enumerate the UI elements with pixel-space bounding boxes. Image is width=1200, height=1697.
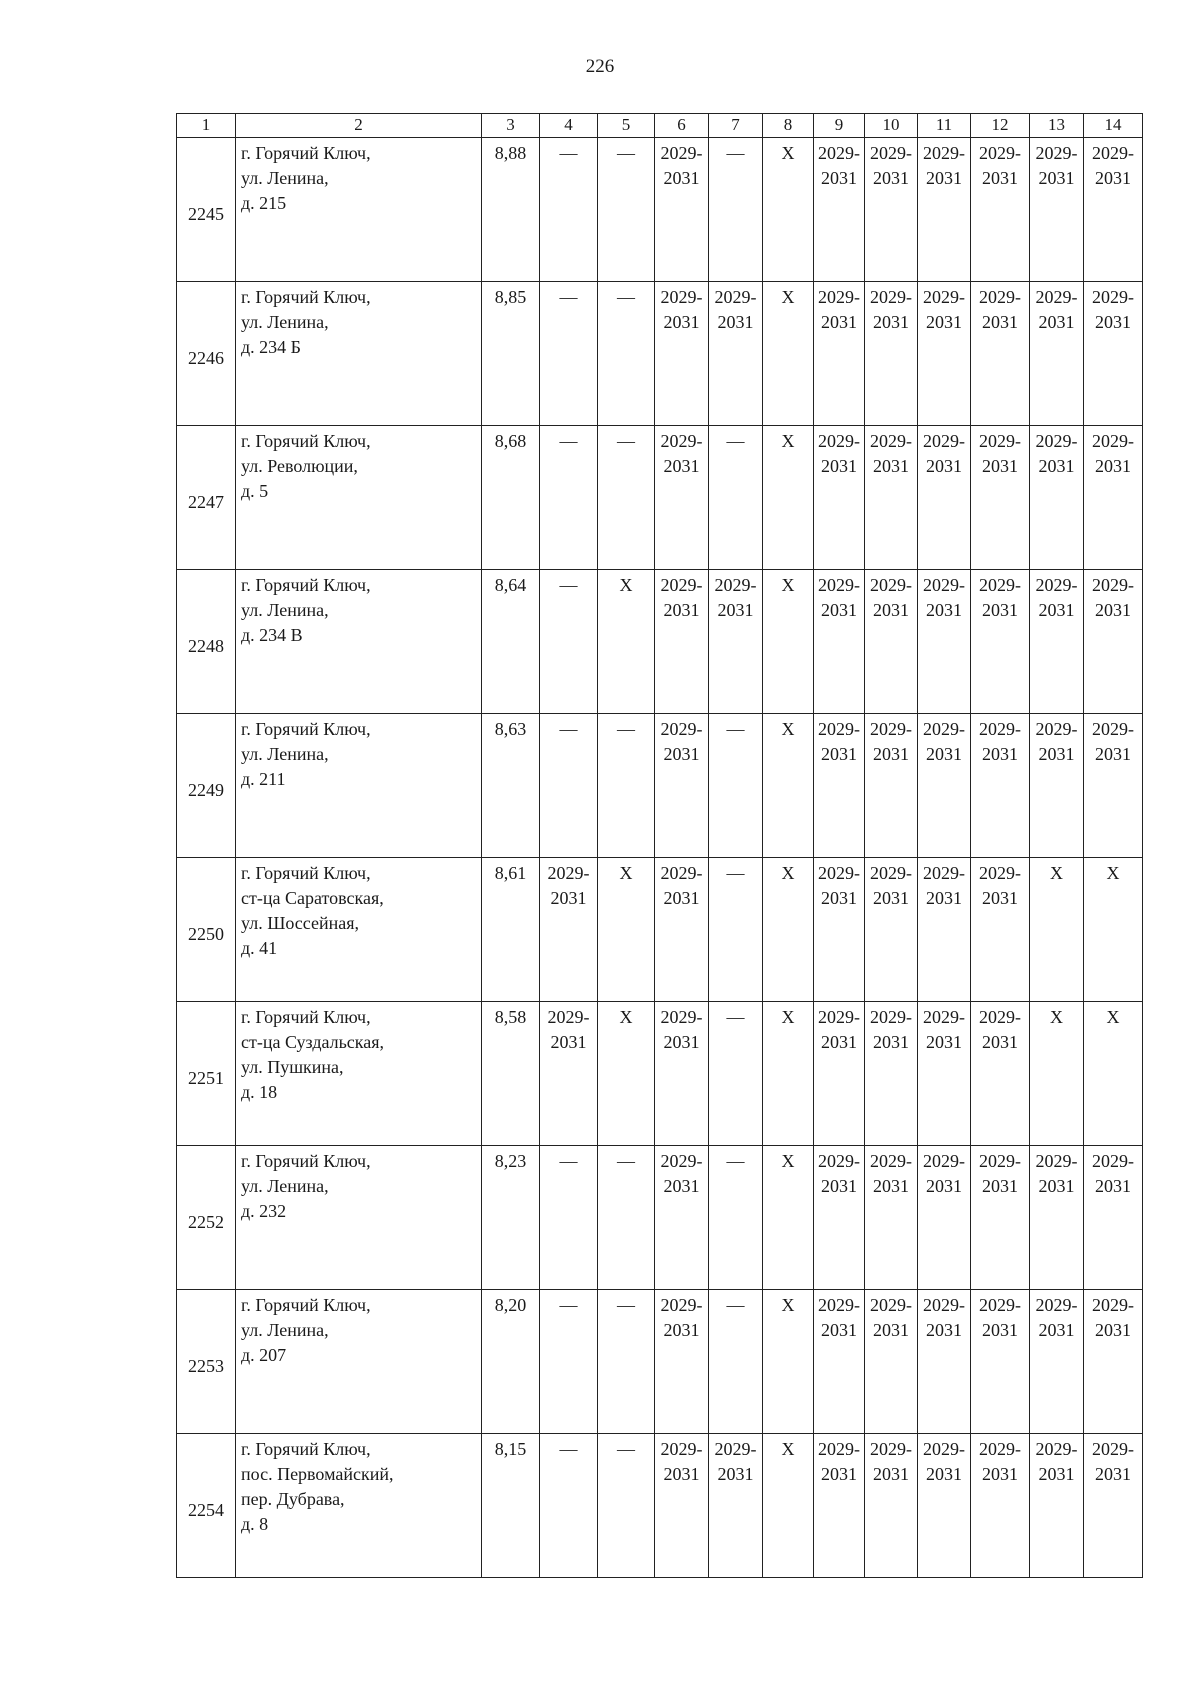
data-cell: 2029- 2031 xyxy=(1084,1434,1143,1578)
row-number: 2248 xyxy=(177,570,236,714)
data-cell: Х xyxy=(763,858,814,1002)
column-header: 13 xyxy=(1030,114,1084,138)
address-line: д. 234 Б xyxy=(241,337,301,357)
data-cell: — xyxy=(540,426,598,570)
data-cell: Х xyxy=(763,570,814,714)
column-header: 5 xyxy=(598,114,655,138)
data-cell: 2029- 2031 xyxy=(971,714,1030,858)
data-cell: 2029- 2031 xyxy=(709,1434,763,1578)
data-cell: — xyxy=(709,858,763,1002)
address-cell xyxy=(236,426,482,570)
data-cell: — xyxy=(540,282,598,426)
address-cell xyxy=(236,714,482,858)
column-header: 4 xyxy=(540,114,598,138)
column-header: 3 xyxy=(482,114,540,138)
row-number: 2250 xyxy=(177,858,236,1002)
data-cell: 2029- 2031 xyxy=(865,282,918,426)
address-line: д. 232 xyxy=(241,1201,287,1221)
address-line: г. Горячий Ключ, xyxy=(241,1439,371,1459)
data-cell: 2029- 2031 xyxy=(865,1146,918,1290)
data-cell: 2029- 2031 xyxy=(1030,282,1084,426)
data-cell: Х xyxy=(763,1290,814,1434)
table-row xyxy=(177,138,1143,282)
data-cell: — xyxy=(540,570,598,714)
data-cell: 2029- 2031 xyxy=(918,1290,971,1434)
data-cell: 8,61 xyxy=(482,858,540,1002)
data-cell: 2029- 2031 xyxy=(918,858,971,1002)
table-row xyxy=(177,570,1143,714)
data-cell: 2029- 2031 xyxy=(540,858,598,1002)
data-cell: 8,88 xyxy=(482,138,540,282)
data-cell: 2029- 2031 xyxy=(865,858,918,1002)
address-cell xyxy=(236,1002,482,1146)
address-line: ул. Ленина, xyxy=(241,600,329,620)
address-line: ул. Ленина, xyxy=(241,1320,329,1340)
data-cell: 2029- 2031 xyxy=(918,138,971,282)
address-line: ул. Революции, xyxy=(241,456,358,476)
address-line: ст-ца Суздальская, xyxy=(241,1032,385,1052)
data-cell: — xyxy=(709,1290,763,1434)
data-cell: 8,23 xyxy=(482,1146,540,1290)
data-cell: 2029- 2031 xyxy=(865,1434,918,1578)
column-header: 10 xyxy=(865,114,918,138)
column-header: 8 xyxy=(763,114,814,138)
data-cell: Х xyxy=(1030,1002,1084,1146)
address-line: д. 8 xyxy=(241,1514,269,1534)
data-cell: 2029- 2031 xyxy=(655,1146,709,1290)
data-cell: 2029- 2031 xyxy=(540,1002,598,1146)
data-cell: — xyxy=(709,426,763,570)
data-cell: — xyxy=(540,1146,598,1290)
data-cell: — xyxy=(709,714,763,858)
data-cell: 2029- 2031 xyxy=(918,714,971,858)
data-cell: Х xyxy=(598,570,655,714)
data-cell: 2029- 2031 xyxy=(655,714,709,858)
data-cell: Х xyxy=(763,1434,814,1578)
data-cell: Х xyxy=(1030,858,1084,1002)
column-header: 6 xyxy=(655,114,709,138)
data-cell: Х xyxy=(763,714,814,858)
data-cell: 8,68 xyxy=(482,426,540,570)
column-header: 2 xyxy=(236,114,482,138)
address-cell xyxy=(236,1434,482,1578)
data-cell: 2029- 2031 xyxy=(814,1434,865,1578)
data-cell: — xyxy=(598,426,655,570)
address-line: пос. Первомайский, xyxy=(241,1464,394,1484)
data-cell: 8,58 xyxy=(482,1002,540,1146)
data-cell: 2029- 2031 xyxy=(814,282,865,426)
address-cell xyxy=(236,1290,482,1434)
address-line: г. Горячий Ключ, xyxy=(241,431,371,451)
data-cell: Х xyxy=(1084,1002,1143,1146)
data-cell: 8,64 xyxy=(482,570,540,714)
address-cell xyxy=(236,1146,482,1290)
data-cell: — xyxy=(540,1434,598,1578)
table-row xyxy=(177,426,1143,570)
data-cell: 2029- 2031 xyxy=(971,138,1030,282)
table-row xyxy=(177,1002,1143,1146)
table-row xyxy=(177,1434,1143,1578)
row-number: 2253 xyxy=(177,1290,236,1434)
address-line: ул. Ленина, xyxy=(241,1176,329,1196)
data-cell: 2029- 2031 xyxy=(1084,570,1143,714)
address-line: г. Горячий Ключ, xyxy=(241,863,371,883)
table-row xyxy=(177,1146,1143,1290)
address-line: д. 234 В xyxy=(241,625,303,645)
address-line: ул. Пушкина, xyxy=(241,1057,344,1077)
data-cell: 2029- 2031 xyxy=(918,1146,971,1290)
address-line: г. Горячий Ключ, xyxy=(241,719,371,739)
data-cell: 2029- 2031 xyxy=(814,1146,865,1290)
table-row xyxy=(177,1290,1143,1434)
row-number: 2249 xyxy=(177,714,236,858)
address-line: д. 207 xyxy=(241,1345,287,1365)
data-table xyxy=(176,113,1143,1578)
address-line: д. 41 xyxy=(241,938,278,958)
data-cell: 2029- 2031 xyxy=(655,282,709,426)
data-cell: 2029- 2031 xyxy=(865,138,918,282)
data-cell: 8,15 xyxy=(482,1434,540,1578)
data-cell: 2029- 2031 xyxy=(918,426,971,570)
row-number: 2247 xyxy=(177,426,236,570)
column-header: 14 xyxy=(1084,114,1143,138)
data-cell: 2029- 2031 xyxy=(814,570,865,714)
data-cell: 2029- 2031 xyxy=(709,570,763,714)
page-number: 226 xyxy=(585,56,615,77)
data-cell: 2029- 2031 xyxy=(814,1290,865,1434)
column-header: 9 xyxy=(814,114,865,138)
data-cell: 2029- 2031 xyxy=(865,1290,918,1434)
data-cell: 2029- 2031 xyxy=(865,426,918,570)
data-cell: 2029- 2031 xyxy=(1084,282,1143,426)
data-cell: 2029- 2031 xyxy=(865,1002,918,1146)
data-cell: 2029- 2031 xyxy=(918,282,971,426)
data-cell: Х xyxy=(763,1146,814,1290)
column-header: 7 xyxy=(709,114,763,138)
data-cell: 2029- 2031 xyxy=(971,1002,1030,1146)
data-cell: Х xyxy=(763,282,814,426)
data-cell: 2029- 2031 xyxy=(655,1434,709,1578)
data-cell: 2029- 2031 xyxy=(814,426,865,570)
header-row xyxy=(177,114,1143,138)
address-line: ул. Ленина, xyxy=(241,312,329,332)
data-cell: 2029- 2031 xyxy=(709,282,763,426)
data-cell: 2029- 2031 xyxy=(918,570,971,714)
data-cell: Х xyxy=(763,1002,814,1146)
data-cell: — xyxy=(598,282,655,426)
table-row xyxy=(177,282,1143,426)
address-line: г. Горячий Ключ, xyxy=(241,1007,371,1027)
data-cell: 2029- 2031 xyxy=(655,570,709,714)
data-cell: 2029- 2031 xyxy=(655,426,709,570)
data-cell: — xyxy=(540,714,598,858)
data-cell: — xyxy=(598,1146,655,1290)
data-cell: 2029- 2031 xyxy=(1084,1290,1143,1434)
address-cell xyxy=(236,858,482,1002)
data-cell: 2029- 2031 xyxy=(1030,1146,1084,1290)
address-line: д. 211 xyxy=(241,769,286,789)
address-line: ул. Ленина, xyxy=(241,168,329,188)
data-cell: 2029- 2031 xyxy=(971,282,1030,426)
data-cell: 2029- 2031 xyxy=(971,570,1030,714)
data-cell: — xyxy=(709,138,763,282)
address-line: г. Горячий Ключ, xyxy=(241,143,371,163)
data-cell: 2029- 2031 xyxy=(971,426,1030,570)
address-line: д. 5 xyxy=(241,481,269,501)
data-cell: Х xyxy=(763,426,814,570)
data-cell: 2029- 2031 xyxy=(1084,426,1143,570)
data-cell: 2029- 2031 xyxy=(971,1434,1030,1578)
address-line: д. 215 xyxy=(241,193,287,213)
row-number: 2254 xyxy=(177,1434,236,1578)
row-number: 2246 xyxy=(177,282,236,426)
data-cell: 2029- 2031 xyxy=(865,714,918,858)
address-cell xyxy=(236,570,482,714)
data-cell: 2029- 2031 xyxy=(1030,426,1084,570)
data-cell: 2029- 2031 xyxy=(655,138,709,282)
data-cell: Х xyxy=(598,858,655,1002)
data-cell: — xyxy=(709,1002,763,1146)
data-cell: 2029- 2031 xyxy=(918,1002,971,1146)
address-line: г. Горячий Ключ, xyxy=(241,575,371,595)
data-cell: 2029- 2031 xyxy=(1030,1434,1084,1578)
data-cell: 8,20 xyxy=(482,1290,540,1434)
data-cell: 2029- 2031 xyxy=(1030,138,1084,282)
address-line: д. 18 xyxy=(241,1082,278,1102)
address-line: г. Горячий Ключ, xyxy=(241,1151,371,1171)
data-cell: 8,85 xyxy=(482,282,540,426)
address-line: ул. Шоссейная, xyxy=(241,913,360,933)
data-cell: — xyxy=(540,138,598,282)
address-line: ст-ца Саратовская, xyxy=(241,888,384,908)
data-cell: 2029- 2031 xyxy=(655,858,709,1002)
data-cell: — xyxy=(709,1146,763,1290)
data-cell: — xyxy=(598,714,655,858)
table-body xyxy=(177,138,1143,1578)
address-line: г. Горячий Ключ, xyxy=(241,1295,371,1315)
data-cell: 8,63 xyxy=(482,714,540,858)
row-number: 2245 xyxy=(177,138,236,282)
data-cell: — xyxy=(598,1434,655,1578)
data-cell: Х xyxy=(763,138,814,282)
table-row xyxy=(177,714,1143,858)
data-cell: 2029- 2031 xyxy=(655,1290,709,1434)
data-cell: 2029- 2031 xyxy=(814,858,865,1002)
data-cell: 2029- 2031 xyxy=(1030,1290,1084,1434)
data-cell: Х xyxy=(1084,858,1143,1002)
data-cell: 2029- 2031 xyxy=(1084,1146,1143,1290)
data-cell: — xyxy=(598,138,655,282)
data-cell: 2029- 2031 xyxy=(1030,570,1084,714)
data-cell: — xyxy=(598,1290,655,1434)
address-line: г. Горячий Ключ, xyxy=(241,287,371,307)
column-header: 11 xyxy=(918,114,971,138)
row-number: 2251 xyxy=(177,1002,236,1146)
address-line: ул. Ленина, xyxy=(241,744,329,764)
data-cell: 2029- 2031 xyxy=(865,570,918,714)
data-cell: 2029- 2031 xyxy=(918,1434,971,1578)
data-cell: 2029- 2031 xyxy=(1084,138,1143,282)
data-cell: 2029- 2031 xyxy=(971,1146,1030,1290)
address-cell xyxy=(236,138,482,282)
data-cell: 2029- 2031 xyxy=(655,1002,709,1146)
table-row xyxy=(177,858,1143,1002)
column-header: 12 xyxy=(971,114,1030,138)
data-cell: 2029- 2031 xyxy=(971,858,1030,1002)
data-cell: 2029- 2031 xyxy=(814,1002,865,1146)
data-cell: — xyxy=(540,1290,598,1434)
column-header: 1 xyxy=(177,114,236,138)
data-cell: 2029- 2031 xyxy=(1084,714,1143,858)
data-cell: 2029- 2031 xyxy=(814,138,865,282)
data-cell: 2029- 2031 xyxy=(1030,714,1084,858)
address-cell xyxy=(236,282,482,426)
data-cell: Х xyxy=(598,1002,655,1146)
data-cell: 2029- 2031 xyxy=(814,714,865,858)
address-line: пер. Дубрава, xyxy=(241,1489,345,1509)
data-cell: 2029- 2031 xyxy=(971,1290,1030,1434)
row-number: 2252 xyxy=(177,1146,236,1290)
